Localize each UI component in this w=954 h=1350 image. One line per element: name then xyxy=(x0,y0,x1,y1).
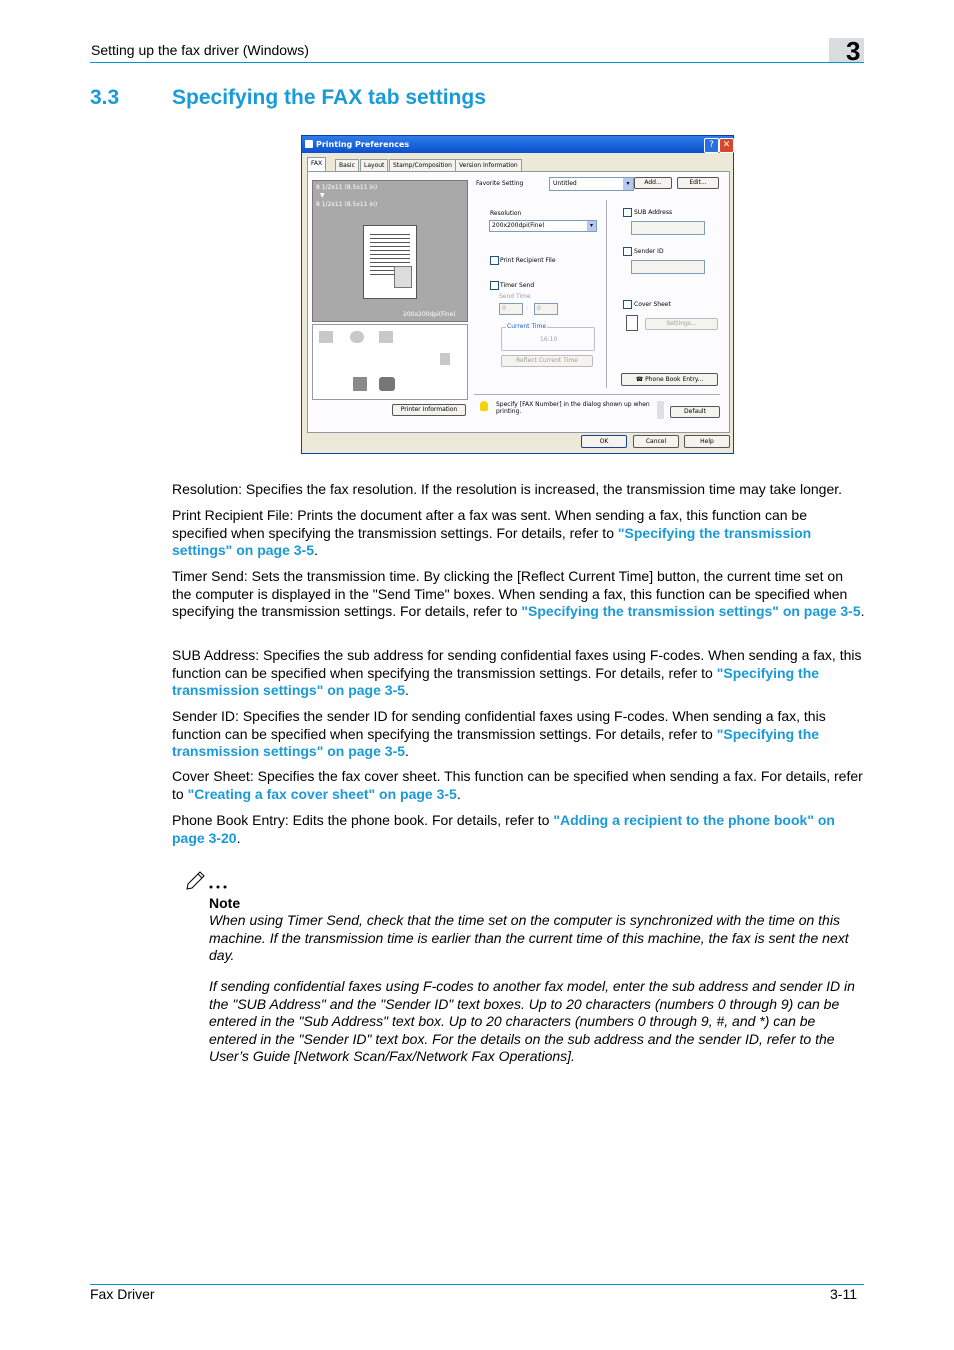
favorite-setting-select[interactable]: Untitled ▾ xyxy=(549,177,634,191)
para-cover-sheet: Cover Sheet: Specifies the fax cover sheet. This function can be specified when sending a fax. For details, refer to "Creating a fax cover sheet" on page 3-5. xyxy=(172,768,863,802)
timer-send-checkbox[interactable] xyxy=(490,281,499,290)
dialog-titlebar xyxy=(302,136,733,153)
edit-button[interactable]: Edit... xyxy=(677,177,719,189)
tab-layout[interactable]: Layout xyxy=(360,159,388,173)
tray-icon xyxy=(379,331,393,343)
paper-size-line1: 8 1/2x11 (8.5x11 in) xyxy=(316,184,378,191)
send-minute-input[interactable]: 0 xyxy=(534,303,558,315)
options-area xyxy=(312,324,468,400)
section-title: Specifying the FAX tab settings xyxy=(172,86,486,109)
close-icon[interactable]: ✕ xyxy=(719,138,734,153)
link-transmission-settings[interactable]: "Specifying the transmission settings" on page 3-5 xyxy=(521,603,861,619)
chapter-number: 3 xyxy=(846,36,861,66)
preview-resolution: 200x200dpi(Fine) xyxy=(403,311,456,318)
printer-icon xyxy=(305,140,313,148)
cover-sheet-checkbox[interactable] xyxy=(623,300,632,309)
cover-sheet-icon xyxy=(626,315,638,331)
fax-icon xyxy=(394,266,412,288)
user-icon xyxy=(353,377,367,391)
current-time-value: 16:10 xyxy=(540,336,558,343)
paper-size-line2: 8 1/2x11 (8.5x11 in) xyxy=(316,201,378,208)
dialog-title: Printing Preferences xyxy=(316,140,410,149)
phone-book-icon: ☎ xyxy=(635,376,646,383)
arrow-down-icon: ▼ xyxy=(320,192,325,199)
running-header: Setting up the fax driver (Windows) xyxy=(91,42,309,58)
tab-fax[interactable]: FAX xyxy=(307,157,326,172)
timer-send-label: Timer Send xyxy=(500,282,535,289)
memory-icon xyxy=(440,353,450,365)
tab-stamp-composition[interactable]: Stamp/Composition xyxy=(389,159,456,173)
note-paragraph-1: When using Timer Send, check that the time set on the computer is synchronized with the time on this machine. If the transmission time is earlier than the current time of this machine, the fax is sent the next day. xyxy=(209,912,849,963)
time-separator: : xyxy=(526,304,529,311)
default-button[interactable]: Default xyxy=(670,406,720,418)
page-preview xyxy=(312,180,468,322)
reflect-current-time-button[interactable]: Reflect Current Time xyxy=(501,355,593,367)
cancel-button[interactable]: Cancel xyxy=(633,435,679,448)
add-button[interactable]: Add... xyxy=(634,177,672,189)
note-label: Note xyxy=(209,895,241,911)
para-sender-id: Sender ID: Specifies the sender ID for sending confidential faxes using F-codes. When sending a fax, this function can be specified when specifying the transmission settings. For details, refer to "Specifying the transmission settings" on page 3-5. xyxy=(172,708,826,759)
sub-address-input[interactable] xyxy=(631,221,705,235)
send-hour-input[interactable]: 0 xyxy=(499,303,523,315)
page-thumbnail xyxy=(363,225,417,299)
column-divider xyxy=(606,200,607,388)
chevron-down-icon: ▾ xyxy=(623,178,633,190)
tab-basic[interactable]: Basic xyxy=(335,159,359,173)
sub-address-label: SUB Address xyxy=(634,209,673,216)
para-resolution: Resolution: Specifies the fax resolution. If the resolution is increased, the transmission time may take longer. xyxy=(172,481,843,497)
sender-id-label: Sender ID xyxy=(634,248,664,255)
footer-title: Fax Driver xyxy=(90,1286,155,1302)
page-number: 3-11 xyxy=(830,1286,857,1302)
link-transmission-settings[interactable]: "Specifying the transmission settings" on page 3-5 xyxy=(172,664,820,698)
account-icon xyxy=(379,377,395,391)
printer-icon xyxy=(319,331,333,343)
ok-button[interactable]: OK xyxy=(581,435,627,448)
note-pencil-icon xyxy=(186,868,232,890)
para-timer-send: Timer Send: Sets the transmission time. By clicking the [Reflect Current Time] button, the current time set on the computer is displayed in the "Send Time" boxes. When sending a fax, this function can be specified when specifying the transmission settings. For details, refer to "Specifying the transmission settings" on page 3-5. xyxy=(172,568,865,619)
printer-information-button[interactable]: Printer Information xyxy=(392,404,466,416)
current-time-label: Current Time xyxy=(507,323,547,330)
sub-address-checkbox[interactable] xyxy=(623,208,632,217)
bottom-divider xyxy=(474,394,720,395)
favorite-setting-label: Favorite Setting xyxy=(476,180,524,187)
finisher-icon xyxy=(350,331,364,343)
phone-book-entry-button[interactable]: ☎ Phone Book Entry... xyxy=(621,373,718,386)
sender-id-checkbox[interactable] xyxy=(623,247,632,256)
tab-version-information[interactable]: Version Information xyxy=(455,159,522,173)
resolution-label: Resolution xyxy=(490,210,522,217)
help-icon[interactable]: ? xyxy=(704,138,719,153)
para-print-recipient: Print Recipient File: Prints the document after a fax was sent. When sending a fax, this function can be specified when specifying the transmission settings. For details, refer to "Specifying the transmission settings" on page 3-5. xyxy=(172,507,812,558)
link-transmission-settings[interactable]: "Specifying the transmission settings" on page 3-5 xyxy=(172,524,812,558)
para-sub-address: SUB Address: Specifies the sub address for sending confidential faxes using F-codes. When sending a fax, this function can be specified when specifying the transmission settings. For details, refer to "Specifying the transmission settings" on page 3-5. xyxy=(172,647,862,698)
hint-text: Specify [FAX Number] in the dialog shown up when printing. xyxy=(496,401,650,415)
chevron-down-icon: ▾ xyxy=(587,221,596,231)
cover-settings-button[interactable]: Settings... xyxy=(645,318,718,330)
section-number: 3.3 xyxy=(90,86,120,109)
fax-tab-panel xyxy=(307,171,730,433)
link-phone-book[interactable]: "Adding a recipient to the phone book" on page 3-20 xyxy=(172,812,835,846)
para-phone-book: Phone Book Entry: Edits the phone book. For details, refer to "Adding a recipient to the phone book" on page 3-20. xyxy=(172,812,835,846)
print-recipient-label: Print Recipient File xyxy=(500,257,556,264)
print-recipient-checkbox[interactable] xyxy=(490,256,499,265)
link-transmission-settings[interactable]: "Specifying the transmission settings" on page 3-5 xyxy=(172,725,820,759)
send-time-label: Send Time xyxy=(499,293,531,300)
lightbulb-icon xyxy=(480,401,488,411)
sender-id-input[interactable] xyxy=(631,260,705,274)
scroll-icon xyxy=(657,401,664,419)
help-button[interactable]: Help xyxy=(684,435,730,448)
header-rule xyxy=(90,62,864,63)
resolution-select[interactable]: 200x200dpi(Fine) ▾ xyxy=(489,220,597,232)
note-paragraph-2: If sending confidential faxes using F-codes to another fax model, enter the sub address and sender ID in the "SUB Address" and the "Sender ID" text boxes. Up to 20 characters (numbers 0 through 9) can be entered in the "Sub Address" text box. Up to 20 characters (numbers 0 through 9, #, and *) can be entered in the "Sender ID" text box. For the details on the sub address and the sender ID, refer to the User’s Guide [Network Scan/Fax/Network Fax Operations]. xyxy=(209,978,855,1064)
link-fax-cover-sheet[interactable]: "Creating a fax cover sheet" on page 3-5 xyxy=(187,785,457,802)
printing-preferences-dialog xyxy=(301,135,734,454)
cover-sheet-label: Cover Sheet xyxy=(634,301,671,308)
footer-rule xyxy=(90,1284,864,1285)
